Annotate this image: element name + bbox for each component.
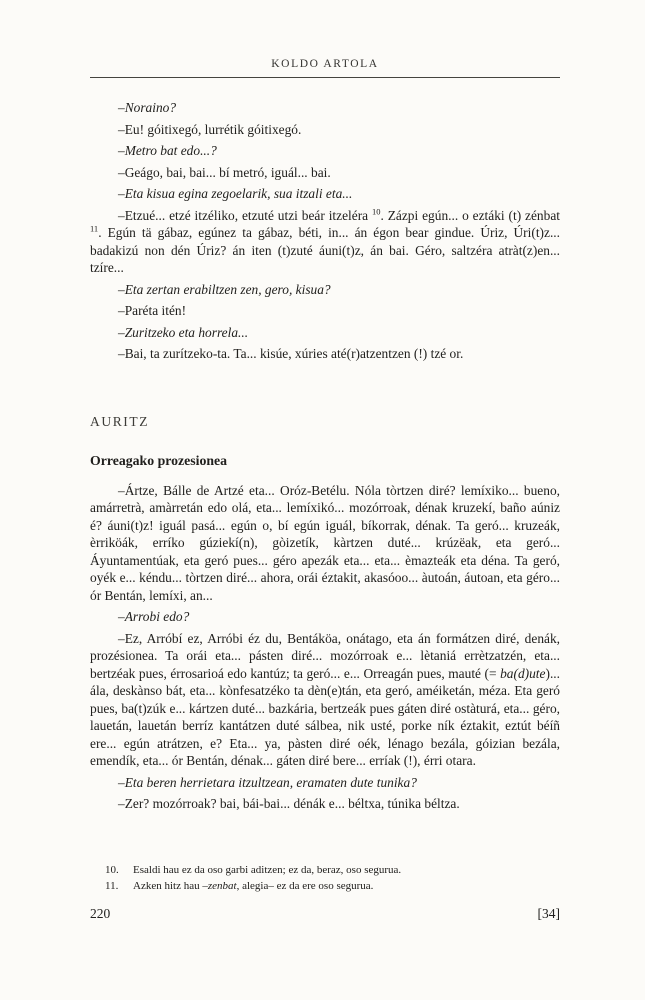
footnote-ref: 10 bbox=[372, 206, 381, 217]
folio-number: [34] bbox=[537, 906, 560, 921]
text-segment: –Eta beren herrietara itzultzean, eramaten dute tunika? bbox=[118, 774, 417, 790]
text-segment: –Paréta itén! bbox=[118, 303, 187, 318]
text-segment: Esaldi hau ez da oso garbi aditzen; ez da, beraz, oso segurua. bbox=[133, 864, 402, 876]
text-segment: –Zer? mozórroak? bai, bái-bai... dénák e... béltxa, túnika béltza. bbox=[118, 796, 460, 811]
text-segment: –Geágo, bai, bai... bí metró, iguál... bai. bbox=[118, 164, 331, 180]
text-segment: –Zuritzeko eta horrela... bbox=[118, 324, 249, 340]
footnote-ref: 11 bbox=[90, 223, 99, 234]
text-segment: –Noraino? bbox=[118, 100, 177, 115]
text-segment: –Metro bat edo...? bbox=[118, 143, 217, 158]
body-text bbox=[90, 99, 560, 813]
dialogue-line bbox=[90, 164, 560, 182]
text-segment: –Eta zertan erabiltzen zen, gero, kisua? bbox=[118, 281, 331, 297]
dialogue-line bbox=[90, 99, 560, 117]
dialogue-line bbox=[90, 774, 560, 792]
text-segment: –Eta kisua egina zegoelarik, sua itzali eta... bbox=[118, 186, 353, 201]
footnotes-block bbox=[90, 863, 560, 894]
text-segment: –Ártze, Bálle de Artzé eta... Oróz-Betélu. Nóla tòrtzen diré? lemíxiko... bueno, amárretrà, amàrretán edo olá, eta... lemíxikó... mozórroak, dénak kruzekí, baño aúniz é? áuni(t)z! iguál pasá... egún o, bí egún iguál, bíkorrak, dénak. Ta geró... kruzeák, èrriköák, erríko gúziekí(n), gòizetík, kàrtzen duté... krúzëak, eta geró... Áyuntamentúak, eta geró pues... géro apezák eta... eta... èmazteák eta déna. Ta geró, oyék e... kéndu... tòrtzen diré... ahora, orái éztakit, akasóoo... àutoán, áutoan, eta géro... ór Bentán, lemíxi, an... bbox=[90, 482, 560, 603]
dialogue-line bbox=[90, 207, 560, 277]
text-segment: –Etzué... etzé itzéliko, etzuté utzi beár itzeléra bbox=[118, 207, 372, 223]
footnote bbox=[90, 879, 560, 895]
dialogue-line bbox=[90, 630, 560, 770]
section-heading-auritz: AURITZ bbox=[90, 413, 150, 429]
dialogue-line bbox=[90, 324, 560, 342]
running-header: KOLDO ARTOLA bbox=[90, 58, 560, 78]
dialogue-section-top bbox=[90, 99, 560, 363]
page-number: 220 bbox=[90, 906, 111, 921]
text-segment: –Ez, Arróbí ez, Arróbi éz du, Bentáköa, onátago, eta án formátzen diré, denák, prozésionea. Ta orái eta... pásten diré... mozórroak e... lètaniá errètzatzén, eta... bertzéak pues, érrosarioá edo kantúz; ta geró... e... Orreagán pues, mauté (= bbox=[90, 630, 560, 681]
text-segment: –Eu! góitixegó, lurrétik góitixegó. bbox=[118, 121, 302, 137]
footnote-text bbox=[133, 879, 560, 895]
text-segment: zenbat bbox=[207, 879, 237, 892]
dialogue-line bbox=[90, 185, 560, 203]
text-segment: –Arrobi edo? bbox=[118, 609, 190, 624]
text-column bbox=[90, 58, 560, 817]
dialogue-line bbox=[90, 608, 560, 626]
dialogue-line bbox=[90, 795, 560, 813]
dialogue-line bbox=[90, 121, 560, 139]
text-segment: . Zázpi egún... o eztáki (t) zénbat bbox=[380, 207, 560, 223]
dialogue-line bbox=[90, 302, 560, 320]
text-segment: )... ála, deskànso bát, eta... kònfesatzéko ta dèn(e)tán, eta geró, améiketán, méza. Eta geró pues, ba(t)zúk e... kártzen duté... bazkária, bertzeák pues gáten diré ostàturá, eta... géro, lauetán, lauetán berríz kantátzen duté sálbea, nik usté, porke ník éztakit, eztút béíñ ere... egún atrátzen, e? Eta... ya, pàsten diré oék, lénago bezála, góizian bezála, emendík, eta... ór Bentán, dénak... gáten diré bere... erríak (!), érri otara. bbox=[90, 665, 560, 768]
dialogue-section-auritz bbox=[90, 482, 560, 813]
dialogue-line bbox=[90, 142, 560, 160]
footnote-number: 10. bbox=[105, 864, 119, 876]
text-segment: Azken hitz hau – bbox=[133, 879, 208, 892]
page-footer bbox=[90, 906, 560, 922]
footnote-number: 11. bbox=[105, 879, 119, 892]
text-segment: , alegia– ez da ere oso segurua. bbox=[236, 879, 374, 892]
subsection-heading: Orreagako prozesionea bbox=[90, 452, 228, 468]
text-segment: –Bai, ta zurítzeko-ta. Ta... kisúe, xúries até(r)atzentzen (!) tzé or. bbox=[118, 346, 464, 361]
footnote-text bbox=[133, 863, 560, 879]
dialogue-line bbox=[90, 482, 560, 605]
dialogue-line bbox=[90, 345, 560, 363]
dialogue-line bbox=[90, 281, 560, 299]
footnote bbox=[90, 863, 560, 879]
text-segment: . Egún tä gábaz, egúnez ta gábaz, béti, in... án égon bear gindue. Úriz, Úri(t)z... badakizú non dén Úriz? án iten (t)zuté áuni(t)z, án bai. Géro, saltzéra atràt(z)en... tzíre... bbox=[90, 225, 560, 275]
text-segment: ba(d)ute bbox=[500, 665, 546, 681]
